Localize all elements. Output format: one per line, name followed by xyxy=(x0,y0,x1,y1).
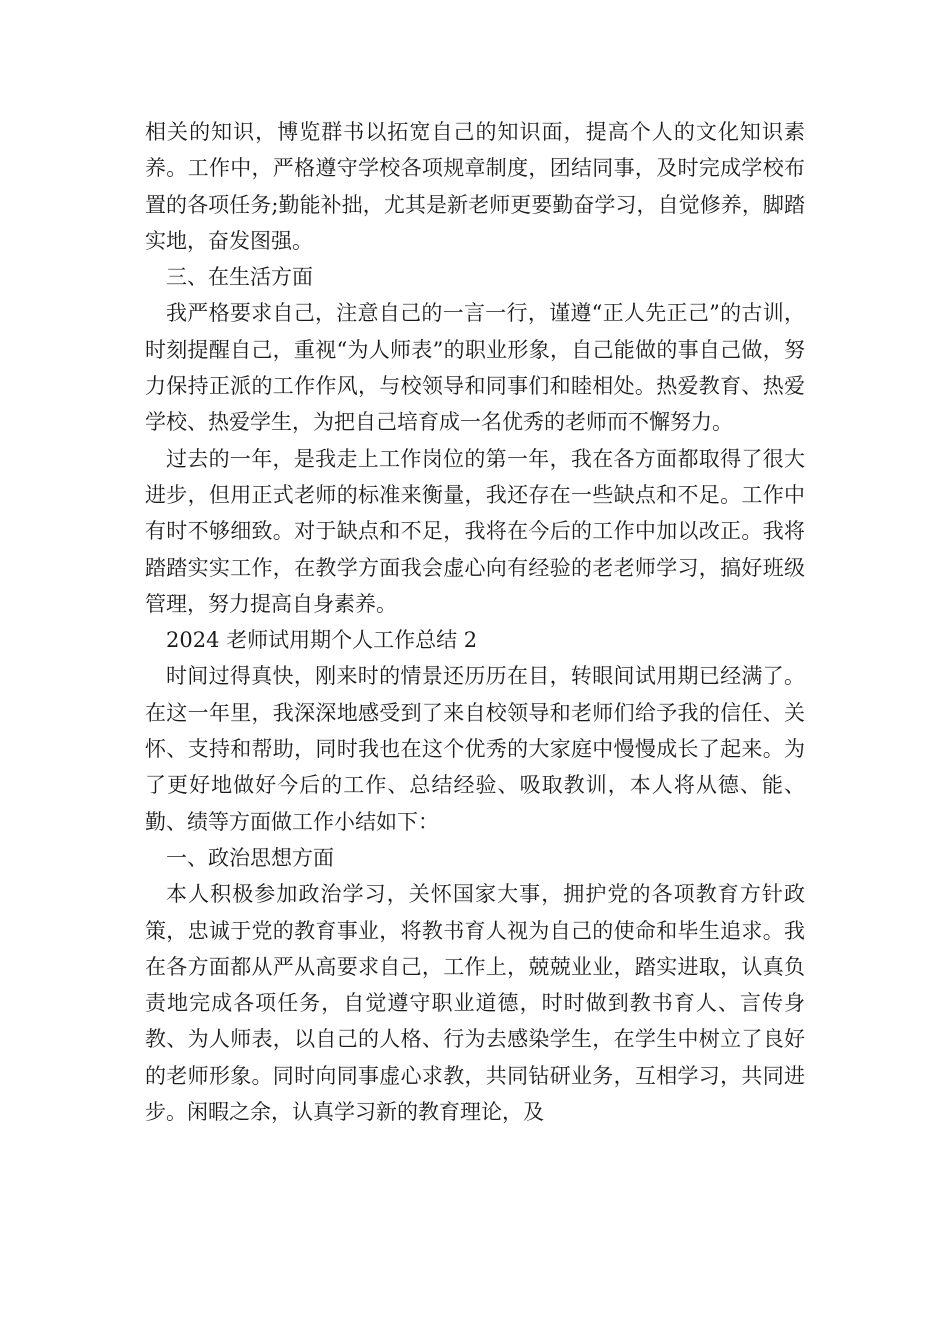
paragraph-political-study: 本人积极参加政治学习，关怀国家大事，拥护党的各项教育方针政策，忠诚于党的教育事业，将教书育人视为自己的使命和毕生追求。我在各方面都从严从高要求自己，工作上，兢兢业业，踏实进取，认真负责地完成各项任务，自觉遵守职业道德，时时做到教书育人、言传身教、为人师表，以自己的人格、行为去感染学生，在学生中树立了良好的老师形象。同时向同事虚心求教，共同钻研业务，互相学习，共同进步。闲暇之余，认真学习新的教育理论，及 xyxy=(145,882,805,1125)
document-title-2: 2024 老师试用期个人工作总结 2 xyxy=(166,628,478,653)
section-heading-politics: 一、政治思想方面 xyxy=(166,845,334,870)
paragraph-past-year: 过去的一年，是我走上工作岗位的第一年，我在各方面都取得了很大进步，但用正式老师的标准来衡量，我还存在一些缺点和不足。工作中有时不够细致。对于缺点和不足，我将在今后的工作中加以改正。我将踏踏实实工作，在教学方面我会虚心向有经验的老老师学习，搞好班级管理，努力提高自身素养。 xyxy=(145,446,805,616)
paragraph-time-flies: 时间过得真快，刚来时的情景还历历在目，转眼间试用期已经满了。在这一年里，我深深地感受到了来自校领导和老师们给予我的信任、关怀、支持和帮助，同时我也在这个优秀的大家庭中慢慢成长了起来。为了更好地做好今后的工作、总结经验、吸取教训，本人将从德、能、勤、绩等方面做工作小结如下： xyxy=(145,664,805,834)
paragraph-knowledge: 相关的知识，博览群书以拓宽自己的知识面，提高个人的文化知识素养。工作中，严格遵守学校各项规章制度，团结同事，及时完成学校布置的各项任务;勤能补拙，尤其是新老师更要勤奋学习，自觉修养，脚踏实地，奋发图强。 xyxy=(145,120,805,253)
document-page xyxy=(145,114,805,1130)
section-heading-life: 三、在生活方面 xyxy=(166,265,313,290)
paragraph-self-discipline: 我严格要求自己，注意自己的一言一行，谨遵“正人先正己”的古训，时刻提醒自己，重视“为人师表”的职业形象，自己能做的事自己做，努力保持正派的工作作风，与校领导和同事们和睦相处。热爱教育、热爱学校、热爱学生，为把自己培育成一名优秀的老师而不懈努力。 xyxy=(145,301,805,435)
